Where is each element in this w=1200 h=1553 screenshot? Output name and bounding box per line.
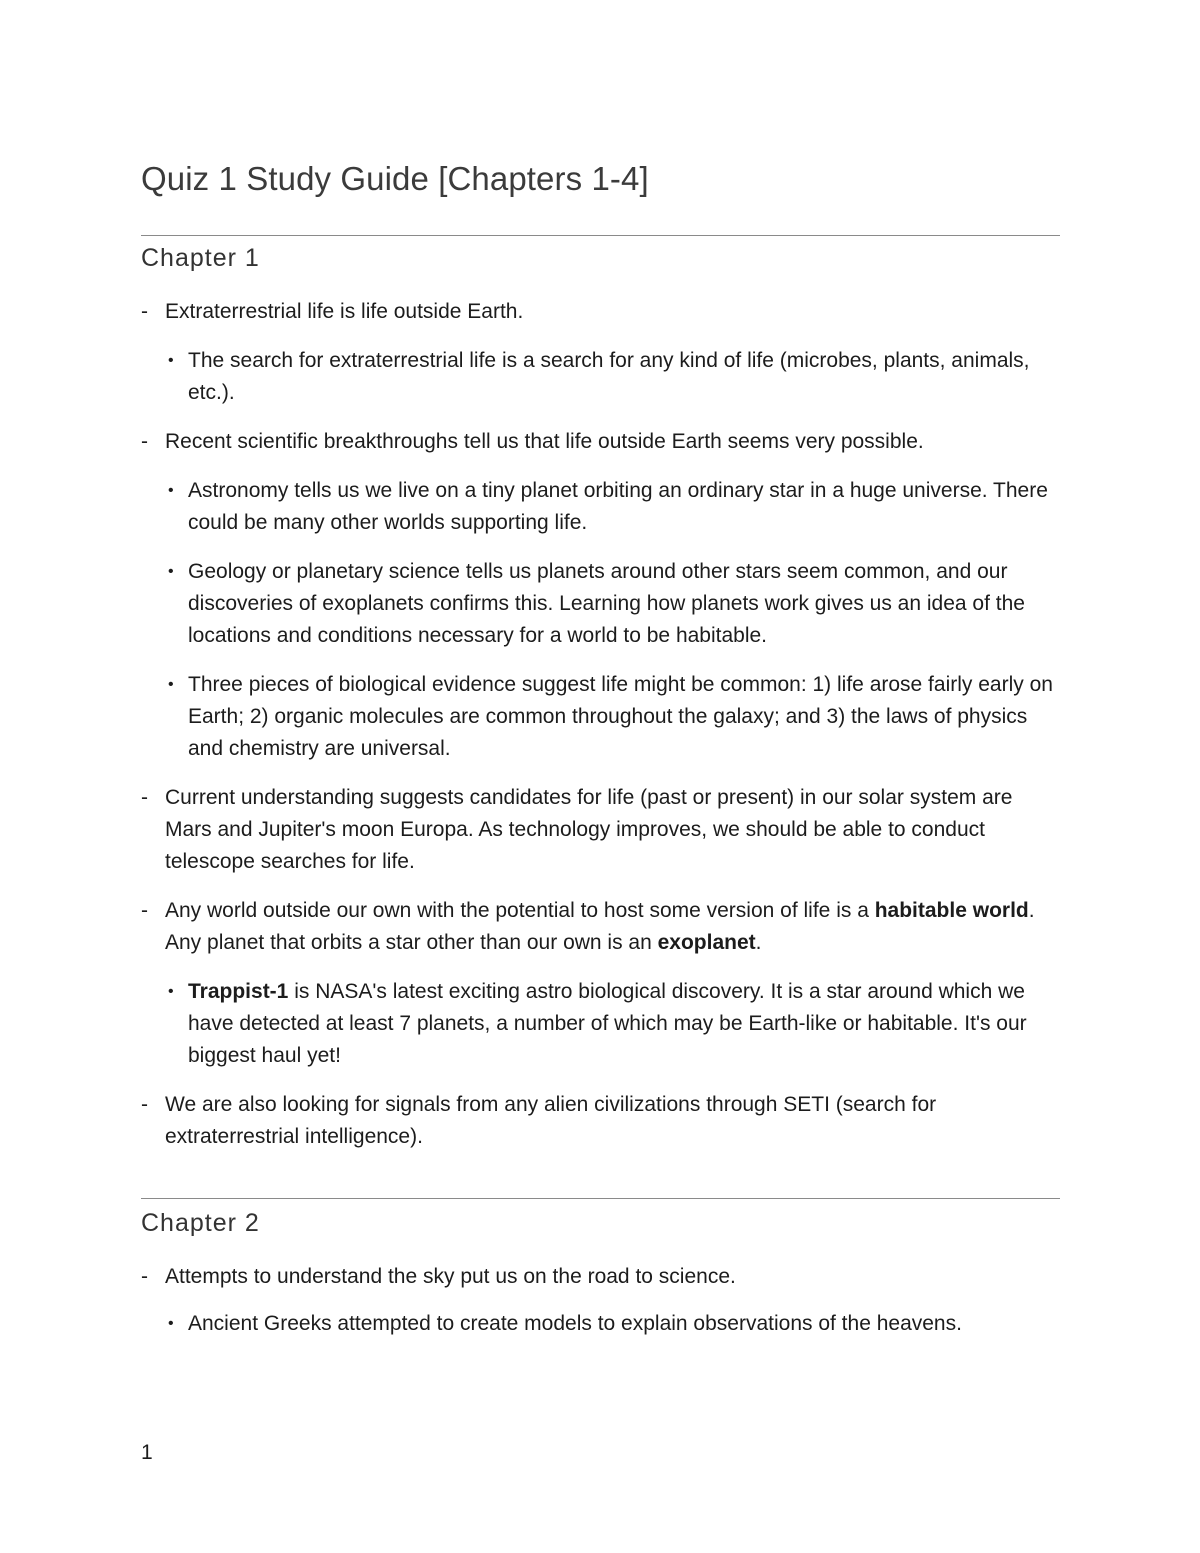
dash-marker: - — [141, 300, 148, 323]
chapter-2-list — [141, 1261, 1060, 1340]
list-item-text: Any world outside our own with the potential to host some version of life is a — [165, 899, 875, 922]
chapter-1-heading: Chapter 1 — [141, 244, 260, 272]
dash-marker: - — [141, 1093, 148, 1116]
dash-marker: - — [141, 430, 148, 453]
document-title: Quiz 1 Study Guide [Chapters 1-4] — [141, 160, 649, 197]
term-habitable-world: habitable world — [874, 899, 1029, 922]
list-item-text: Three pieces of biological evidence suggest life might be common: 1) life arose fairly early on Earth; 2) organic molecules are common throughout the galaxy; and 3) the laws of physics and chemistry are universal. — [188, 673, 1053, 760]
bullet-marker: • — [168, 983, 174, 1000]
dash-marker: - — [141, 899, 148, 922]
list-item — [141, 1261, 1060, 1293]
sub-list-item — [141, 345, 1060, 409]
sub-list-item — [141, 1308, 1060, 1340]
list-item — [141, 782, 1060, 878]
chapter-1-list — [141, 296, 1060, 1153]
bullet-marker: • — [168, 676, 174, 693]
bullet-marker: • — [168, 352, 174, 369]
list-item-text: Recent scientific breakthroughs tell us that life outside Earth seems very possible. — [165, 430, 924, 453]
list-item-text: Astronomy tells us we live on a tiny planet orbiting an ordinary star in a huge universe. There could be many other worlds supporting life. — [188, 479, 1048, 534]
term-trappist-1: Trappist-1 — [188, 980, 289, 1003]
bullet-marker: • — [168, 1315, 174, 1332]
bullet-marker: • — [168, 563, 174, 580]
list-item — [141, 296, 1060, 328]
sub-list-item — [141, 556, 1060, 652]
list-item-text: Attempts to understand the sky put us on the road to science. — [165, 1265, 736, 1288]
list-item-text: We are also looking for signals from any alien civilizations through SETI (search for extraterrestrial intelligence). — [165, 1093, 937, 1148]
list-item-text: Geology or planetary science tells us planets around other stars seem common, and our discoveries of exoplanets confirms this. Learning how planets work gives us an idea of the locations and conditions necessary for a world to be habitable. — [188, 560, 1025, 647]
section-divider — [141, 1198, 1060, 1199]
bullet-marker: • — [168, 482, 174, 499]
sub-list-item — [141, 475, 1060, 539]
list-item-text: Ancient Greeks attempted to create models to explain observations of the heavens. — [188, 1312, 962, 1335]
dash-marker: - — [141, 786, 148, 809]
sub-list-item — [141, 976, 1060, 1072]
list-item-text: The search for extraterrestrial life is a search for any kind of life (microbes, plants, animals, etc.). — [188, 349, 1030, 404]
list-item-text: Current understanding suggests candidates for life (past or present) in our solar system are Mars and Jupiter's moon Europa. As technology improves, we should be able to conduct telescope searches for life. — [165, 786, 1013, 873]
term-exoplanet: exoplanet — [657, 931, 756, 954]
list-item — [141, 1089, 1060, 1153]
list-item — [141, 895, 1060, 959]
chapter-2-heading: Chapter 2 — [141, 1209, 260, 1237]
sub-list-item — [141, 669, 1060, 765]
list-item-text: . Any planet that orbits a star other than our own is an — [165, 899, 1035, 954]
dash-marker: - — [141, 1265, 148, 1288]
list-item-text: . — [755, 931, 762, 954]
list-item — [141, 426, 1060, 458]
list-item-text: is NASA's latest exciting astro biological discovery. It is a star around which we have detected at least 7 planets, a number of which may be Earth-like or habitable. It's our biggest haul yet! — [188, 980, 1027, 1067]
section-divider — [141, 235, 1060, 236]
page-number: 1 — [141, 1441, 153, 1464]
list-item-text: Extraterrestrial life is life outside Earth. — [165, 300, 524, 323]
